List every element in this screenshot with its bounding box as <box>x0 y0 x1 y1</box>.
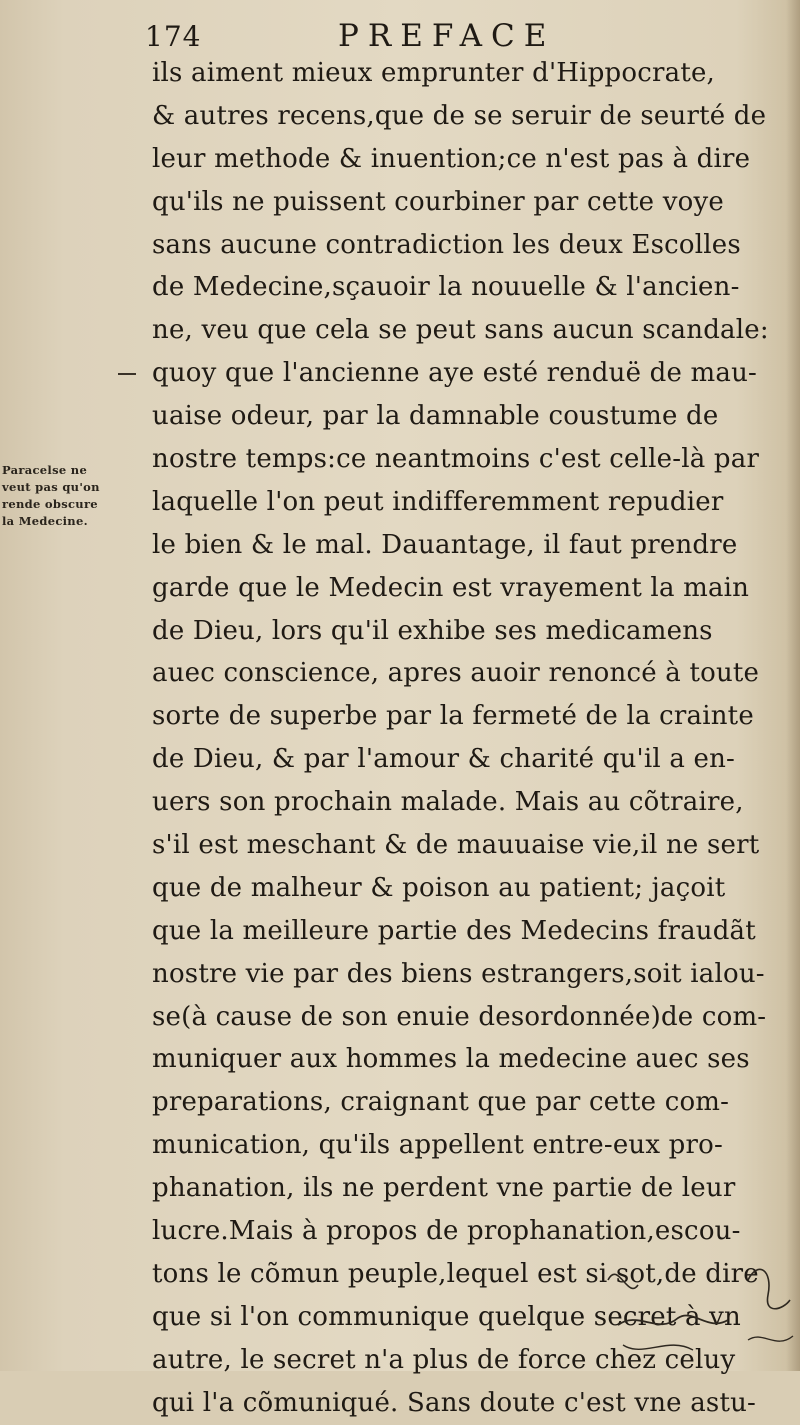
text-line: qui l'a cõmuniqué. Sans doute c'est vne astu- <box>152 1387 757 1418</box>
text-line: que la meilleure partie des Medecins fraudãt <box>152 915 756 946</box>
marginal-note-line: Paracelse ne <box>2 463 88 477</box>
page-header <box>145 14 765 54</box>
marginal-note <box>2 462 150 530</box>
text-line: quoy que l'ancienne aye esté renduë de mau- <box>152 358 758 389</box>
text-line: sans aucune contradiction les deux Escolles <box>152 229 741 260</box>
text-line: laquelle l'on peut indifferemment repudier <box>152 486 724 517</box>
text-line: de Dieu, & par l'amour & charité qu'il a en- <box>152 744 736 775</box>
margin-dash-mark <box>118 373 136 375</box>
flourish-stroke <box>623 1345 693 1350</box>
text-line: auec conscience, apres auoir renoncé à toute <box>152 658 760 689</box>
marginal-note-line: rende obscure <box>2 497 98 511</box>
text-line: sorte de superbe par la fermeté de la crainte <box>152 701 754 732</box>
text-line: que de malheur & poison au patient; jaçoit <box>152 872 726 903</box>
text-line: autre, le secret n'a plus de force chez celuy <box>152 1344 736 1375</box>
text-line: nostre temps:ce neantmoins c'est celle-là par <box>152 444 760 475</box>
text-line: leur methode & inuention;ce n'est pas à dire <box>152 143 751 174</box>
body-text <box>152 52 780 1425</box>
text-line: & autres recens,que de se seruir de seurté de <box>152 100 767 131</box>
text-line: ils aiment mieux emprunter d'Hippocrate, <box>152 58 716 88</box>
text-line: lucre.Mais à propos de prophanation,escou- <box>152 1216 741 1247</box>
flourish-stroke <box>748 1269 790 1308</box>
text-line: garde que le Medecin est vrayement la main <box>152 572 750 603</box>
text-line: munication, qu'ils appellent entre-eux pro- <box>152 1130 723 1161</box>
flourish-stroke <box>748 1336 793 1341</box>
text-line: se(à cause de son enuie desordonnée)de com- <box>152 1001 767 1032</box>
text-line: s'il est meschant & de mauuaise vie,il ne sert <box>152 830 760 861</box>
text-line: de Dieu, lors qu'il exhibe ses medicamens <box>152 615 713 646</box>
text-line: qu'ils ne puissent courbiner par cette voye <box>152 186 724 217</box>
text-line: preparations, craignant que par cette com- <box>152 1087 730 1118</box>
text-line: phanation, ils ne perdent vne partie de leur <box>152 1173 736 1204</box>
ink-flourish-decoration <box>598 1240 798 1368</box>
text-line: le bien & le mal. Dauantage, il faut prendre <box>152 529 738 560</box>
text-line: nostre vie par des biens estrangers,soit ialou- <box>152 958 765 989</box>
flourish-stroke <box>618 1315 728 1325</box>
running-title: PREFACE <box>338 18 556 54</box>
text-line: muniquer aux hommes la medecine auec ses <box>152 1044 750 1075</box>
page-edge-shadow <box>786 0 800 1371</box>
text-line: de Medecine,sçauoir la nouuelle & l'ancien- <box>152 272 740 303</box>
text-line: ne, veu que cela se peut sans aucun scandale: <box>152 315 769 346</box>
marginal-note-line: veut pas qu'on <box>2 480 100 494</box>
text-line: tons le cõmun peuple,lequel est si sot,de dire <box>152 1258 759 1289</box>
flourish-stroke <box>608 1274 638 1288</box>
text-line: uaise odeur, par la damnable coustume de <box>152 401 719 432</box>
text-line: uers son prochain malade. Mais au cõtraire, <box>152 787 744 818</box>
marginal-note-line: la Medecine. <box>2 514 88 528</box>
page-number: 174 <box>145 20 202 53</box>
text-line: que si l'on communique quelque secret à vn <box>152 1301 742 1332</box>
